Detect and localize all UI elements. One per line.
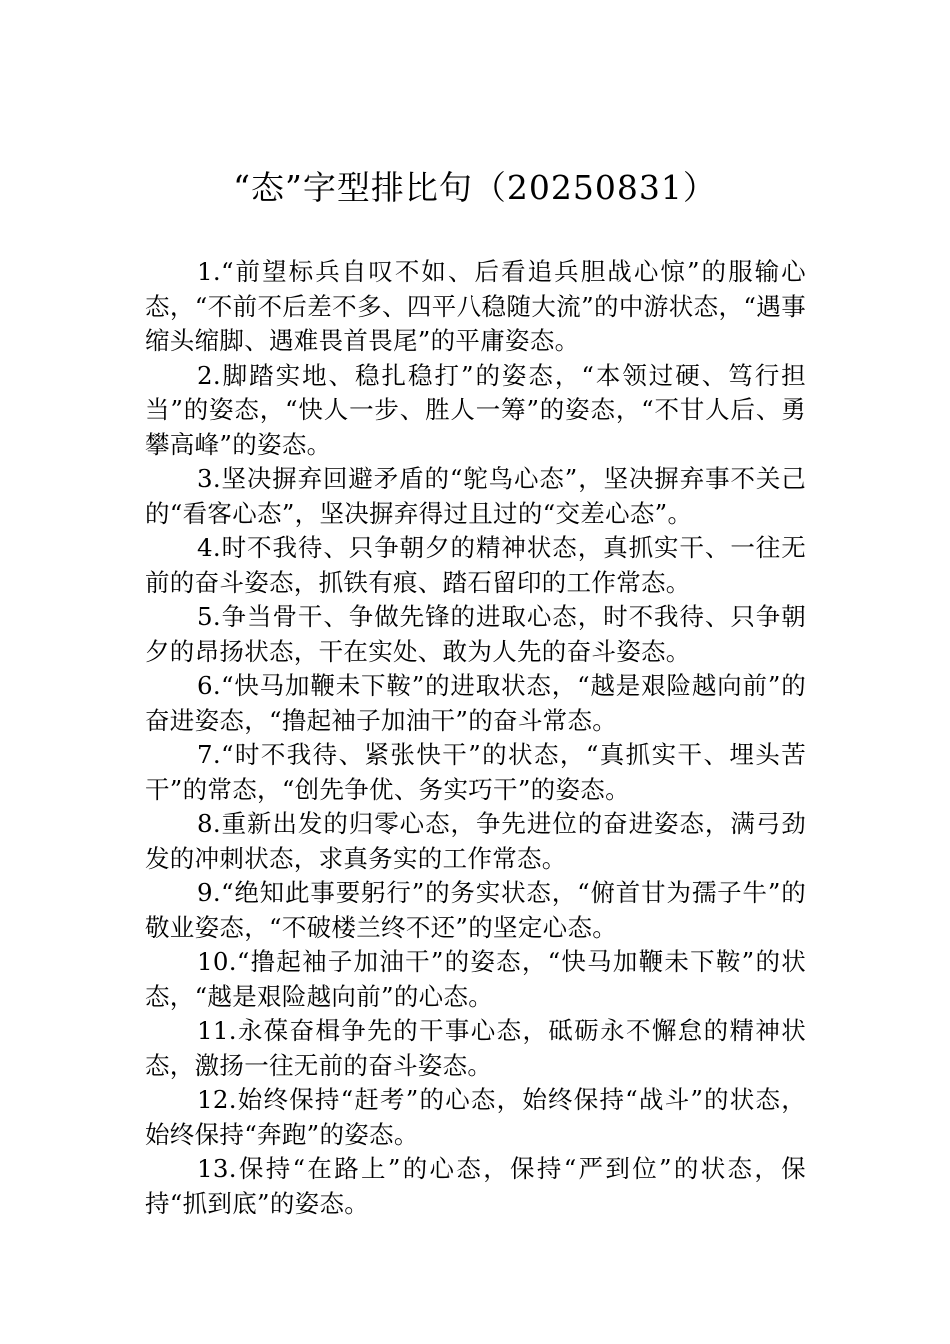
paragraph-13: 13.保持“在路上”的心态，保持“严到位”的状态，保持“抓到底”的姿态。 (145, 1154, 806, 1218)
document-title: “态”字型排比句（20250831） (233, 168, 717, 207)
paragraph-2: 2.脚踏实地、稳扎稳打”的姿态，“本领过硬、笃行担当”的姿态，“快人一步、胜人一筹”的姿态，“不甘人后、勇攀高峰”的姿态。 (145, 360, 806, 459)
paragraph-5: 5.争当骨干、争做先锋的进取心态，时不我待、只争朝夕的昂扬状态，干在实处、敢为人先的奋斗姿态。 (145, 602, 806, 666)
paragraph-11: 11.永葆奋楫争先的干事心态，砥砺永不懈怠的精神状态，激扬一往无前的奋斗姿态。 (145, 1016, 806, 1080)
paragraph-4: 4.时不我待、只争朝夕的精神状态，真抓实干、一往无前的奋斗姿态，抓铁有痕、踏石留印的工作常态。 (145, 533, 806, 597)
paragraph-10: 10.“撸起袖子加油干”的姿态，“快马加鞭未下鞍”的状态，“越是艰险越向前”的心态。 (145, 947, 806, 1011)
paragraph-9: 9.“绝知此事要躬行”的务实状态，“俯首甘为孺子牛”的敬业姿态，“不破楼兰终不还”的坚定心态。 (145, 878, 806, 942)
paragraph-1: 1.“前望标兵自叹不如、后看追兵胆战心惊”的服输心态，“不前不后差不多、四平八稳随大流”的中游状态，“遇事缩头缩脚、遇难畏首畏尾”的平庸姿态。 (145, 257, 806, 355)
paragraph-3: 3.坚决摒弃回避矛盾的“鸵鸟心态”，坚决摒弃事不关己的“看客心态”，坚决摒弃得过且过的“交差心态”。 (145, 464, 806, 528)
paragraph-7: 7.“时不我待、紧张快干”的状态，“真抓实干、埋头苦干”的常态，“创先争优、务实巧干”的姿态。 (145, 740, 806, 804)
paragraph-12: 12.始终保持“赶考”的心态，始终保持“战斗”的状态，始终保持“奔跑”的姿态。 (145, 1085, 806, 1149)
document-body (145, 255, 806, 1221)
paragraph-8: 8.重新出发的归零心态，争先进位的奋进姿态，满弓劲发的冲刺状态，求真务实的工作常态。 (145, 809, 806, 873)
paragraph-6: 6.“快马加鞭未下鞍”的进取状态，“越是艰险越向前”的奋进姿态，“撸起袖子加油干”的奋斗常态。 (145, 671, 806, 735)
